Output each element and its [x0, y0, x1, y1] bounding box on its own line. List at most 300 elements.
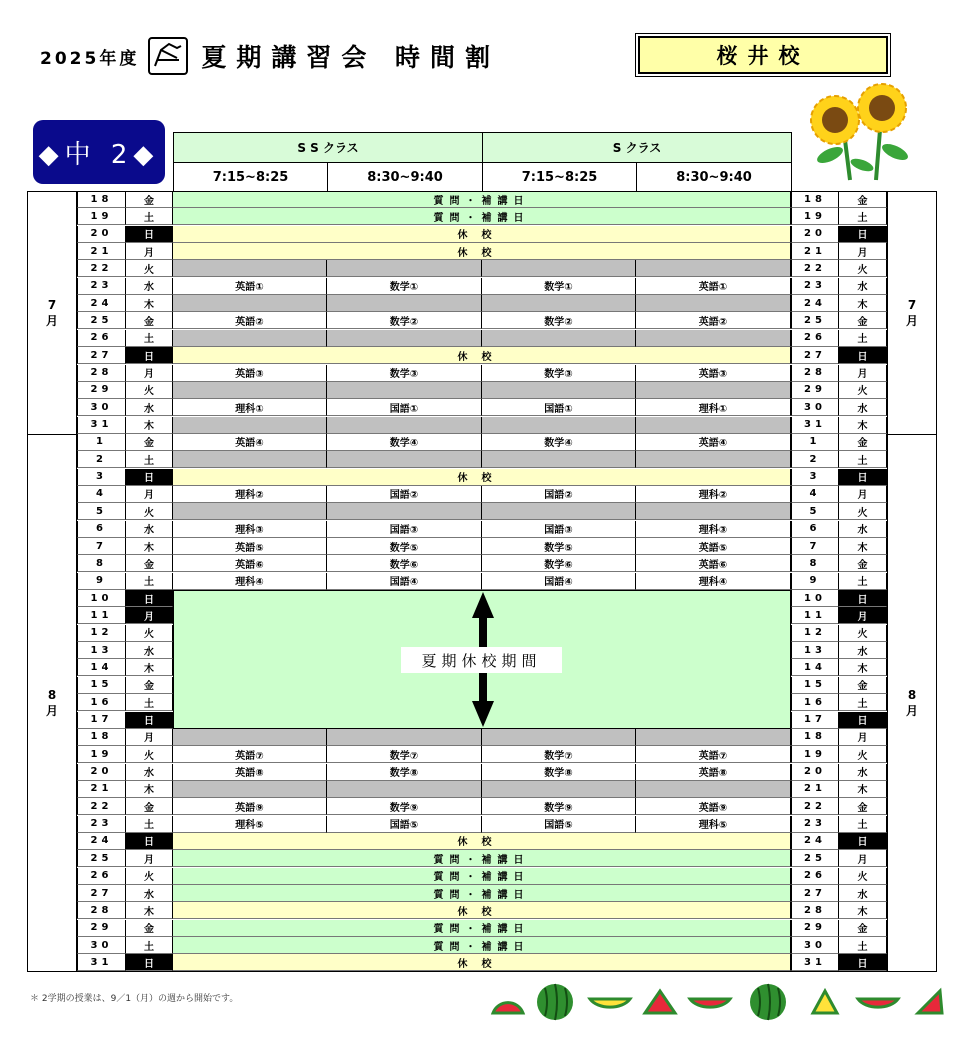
lesson-cell: 英語③: [636, 365, 791, 382]
lesson-cell: 数学③: [482, 365, 636, 382]
day-number: 20: [77, 226, 126, 243]
weekday-cell: 金: [126, 434, 173, 451]
day-number: 25: [77, 312, 126, 329]
day-number: 28: [791, 365, 839, 382]
weekday-cell: 月: [126, 607, 173, 624]
day-number: 17: [791, 712, 839, 729]
schedule-row: [0, 885, 975, 902]
lesson-cell: [636, 417, 791, 434]
lesson-cell: 理科①: [636, 399, 791, 416]
day-number: 24: [791, 833, 839, 850]
day-number: 19: [77, 208, 126, 225]
day-number: 11: [791, 607, 839, 624]
lesson-cell: [173, 382, 327, 399]
weekday-cell: 木: [126, 417, 173, 434]
weekday-cell: 水: [839, 521, 887, 538]
day-number: 24: [77, 295, 126, 312]
day-number: 18: [77, 729, 126, 746]
weekday-cell: 火: [839, 382, 887, 399]
schedule-row: [0, 486, 975, 503]
weekday-cell: 火: [839, 625, 887, 642]
lesson-cell: 英語③: [173, 365, 327, 382]
day-number: 7: [77, 538, 126, 555]
day-number: 22: [77, 798, 126, 815]
day-number: 22: [77, 260, 126, 277]
lesson-cell: [636, 260, 791, 277]
month-label-july-left: 7 月: [27, 191, 77, 435]
weekday-cell: 月: [126, 243, 173, 260]
weekday-cell: 土: [126, 816, 173, 833]
day-number: 10: [77, 590, 126, 607]
day-number: 23: [77, 816, 126, 833]
weekday-cell: 火: [839, 260, 887, 277]
lesson-cell: 国語③: [327, 521, 482, 538]
schedule-row: [0, 833, 975, 850]
lesson-cell: 英語⑤: [173, 538, 327, 555]
slot-header: 8:30~9:40: [636, 162, 792, 192]
weekday-cell: 日: [839, 226, 887, 243]
schedule-row: [0, 954, 975, 971]
weekday-cell: 木: [839, 659, 887, 676]
day-number: 5: [77, 503, 126, 520]
weekday-cell: 金: [839, 920, 887, 937]
weekday-cell: 水: [839, 885, 887, 902]
weekday-cell: 火: [126, 503, 173, 520]
schedule-row: [0, 347, 975, 364]
schedule-row: [0, 868, 975, 885]
day-number: 26: [791, 868, 839, 885]
weekday-cell: 土: [839, 451, 887, 468]
lesson-cell: 理科②: [173, 486, 327, 503]
lesson-cell: 英語⑦: [636, 746, 791, 763]
class-header-ss: S S クラス: [173, 132, 483, 163]
lesson-cell: 英語⑥: [636, 555, 791, 572]
lesson-cell: 数学②: [327, 312, 482, 329]
day-number: 31: [77, 954, 126, 971]
day-number: 15: [77, 677, 126, 694]
schedule-row: [0, 573, 975, 590]
day-number: 30: [77, 399, 126, 416]
lesson-cell: [636, 330, 791, 347]
weekday-cell: 月: [839, 729, 887, 746]
weekday-cell: 金: [126, 555, 173, 572]
weekday-cell: 木: [126, 538, 173, 555]
lesson-cell: [173, 330, 327, 347]
day-number: 22: [791, 260, 839, 277]
lesson-cell: 国語⑤: [482, 816, 636, 833]
weekday-cell: 火: [839, 503, 887, 520]
lesson-cell: [173, 417, 327, 434]
lesson-cell: [327, 729, 482, 746]
slot-header: 7:15~8:25: [173, 162, 328, 192]
day-number: 21: [77, 781, 126, 798]
lesson-cell: [482, 417, 636, 434]
lesson-cell: [327, 330, 482, 347]
lesson-cell: [173, 451, 327, 468]
weekday-cell: 月: [839, 486, 887, 503]
weekday-cell: 日: [839, 954, 887, 971]
review-day-cell: 質問・補講日: [173, 191, 791, 208]
lesson-cell: 数学③: [327, 365, 482, 382]
weekday-cell: 火: [126, 625, 173, 642]
weekday-cell: 金: [126, 312, 173, 329]
schedule-row: [0, 260, 975, 277]
day-number: 23: [77, 278, 126, 295]
lesson-cell: [636, 729, 791, 746]
schedule-row: [0, 850, 975, 867]
lesson-cell: [482, 729, 636, 746]
review-day-cell: 質問・補講日: [173, 208, 791, 225]
lesson-cell: 英語⑥: [173, 555, 327, 572]
lesson-cell: [636, 295, 791, 312]
day-number: 2: [791, 451, 839, 468]
school-logo-icon: [147, 36, 189, 76]
weekday-cell: 土: [126, 208, 173, 225]
schedule-row: [0, 434, 975, 451]
weekday-cell: 月: [839, 607, 887, 624]
schedule-row: [0, 278, 975, 295]
weekday-cell: 火: [126, 868, 173, 885]
lesson-cell: 国語④: [327, 573, 482, 590]
day-number: 25: [791, 312, 839, 329]
lesson-cell: 英語①: [173, 278, 327, 295]
weekday-cell: 日: [126, 226, 173, 243]
weekday-cell: 水: [839, 278, 887, 295]
day-number: 9: [77, 573, 126, 590]
lesson-cell: 数学⑦: [327, 746, 482, 763]
lesson-cell: 英語⑧: [636, 764, 791, 781]
lesson-cell: [327, 260, 482, 277]
watermelon-illustration: [490, 980, 950, 1025]
weekday-cell: 日: [126, 833, 173, 850]
day-number: 3: [791, 469, 839, 486]
day-number: 23: [791, 278, 839, 295]
weekday-cell: 月: [839, 850, 887, 867]
year-label: 2025年度: [40, 48, 140, 69]
day-number: 27: [791, 885, 839, 902]
schedule-row: [0, 555, 975, 572]
weekday-cell: 日: [839, 469, 887, 486]
schedule-row: [0, 451, 975, 468]
lesson-cell: [173, 729, 327, 746]
day-number: 27: [791, 347, 839, 364]
school-name-box: 桜井校: [638, 36, 888, 74]
lesson-cell: 数学⑨: [327, 798, 482, 815]
day-number: 7: [791, 538, 839, 555]
schedule-row: [0, 226, 975, 243]
lesson-cell: [482, 781, 636, 798]
day-number: 25: [77, 850, 126, 867]
day-number: 4: [791, 486, 839, 503]
day-number: 20: [791, 226, 839, 243]
lesson-cell: [173, 781, 327, 798]
weekday-cell: 水: [126, 885, 173, 902]
schedule-row: [0, 902, 975, 919]
day-number: 29: [791, 382, 839, 399]
weekday-cell: 日: [839, 590, 887, 607]
lesson-cell: 理科③: [173, 521, 327, 538]
lesson-cell: 数学④: [482, 434, 636, 451]
weekday-cell: 水: [126, 521, 173, 538]
schedule-row: [0, 521, 975, 538]
day-number: 5: [791, 503, 839, 520]
day-number: 22: [791, 798, 839, 815]
day-number: 29: [77, 920, 126, 937]
closure-label: 夏期休校期間: [401, 647, 562, 673]
schedule-row: [0, 208, 975, 225]
weekday-cell: 金: [839, 434, 887, 451]
lesson-cell: 国語②: [327, 486, 482, 503]
day-number: 29: [791, 920, 839, 937]
lesson-cell: 数学⑧: [482, 764, 636, 781]
schedule-row: [0, 191, 975, 208]
lesson-cell: [327, 451, 482, 468]
weekday-cell: 月: [126, 729, 173, 746]
month-label-august-right: 8 月: [887, 434, 937, 972]
day-number: 13: [77, 642, 126, 659]
weekday-cell: 木: [839, 902, 887, 919]
day-number: 6: [77, 521, 126, 538]
lesson-cell: [482, 382, 636, 399]
day-number: 12: [791, 625, 839, 642]
school-closed-cell: 休校: [173, 469, 791, 486]
day-number: 12: [77, 625, 126, 642]
day-number: 6: [791, 521, 839, 538]
day-number: 11: [77, 607, 126, 624]
weekday-cell: 木: [126, 295, 173, 312]
weekday-cell: 木: [839, 538, 887, 555]
lesson-cell: [327, 503, 482, 520]
weekday-cell: 金: [126, 191, 173, 208]
weekday-cell: 水: [126, 642, 173, 659]
lesson-cell: 数学②: [482, 312, 636, 329]
day-number: 26: [77, 330, 126, 347]
day-number: 28: [791, 902, 839, 919]
weekday-cell: 日: [839, 347, 887, 364]
schedule-row: [0, 417, 975, 434]
schedule-row: [0, 937, 975, 954]
weekday-cell: 月: [126, 850, 173, 867]
day-number: 18: [77, 191, 126, 208]
month-label-august-left: 8 月: [27, 434, 77, 972]
weekday-cell: 土: [126, 451, 173, 468]
weekday-cell: 月: [839, 243, 887, 260]
schedule-row: [0, 764, 975, 781]
lesson-cell: 理科③: [636, 521, 791, 538]
weekday-cell: 水: [126, 278, 173, 295]
lesson-cell: 英語⑨: [636, 798, 791, 815]
lesson-cell: 英語②: [636, 312, 791, 329]
weekday-cell: 日: [126, 712, 173, 729]
lesson-cell: 国語④: [482, 573, 636, 590]
sunflower-illustration: [800, 80, 915, 185]
page-header: [40, 36, 500, 76]
lesson-cell: [482, 503, 636, 520]
day-number: 30: [77, 937, 126, 954]
lesson-cell: 理科②: [636, 486, 791, 503]
weekday-cell: 土: [839, 330, 887, 347]
weekday-cell: 金: [126, 920, 173, 937]
lesson-cell: [327, 417, 482, 434]
lesson-cell: 理科④: [636, 573, 791, 590]
footnote: ＊ 2学期の授業は、9／1（月）の週から開始です。: [30, 994, 239, 1004]
schedule-row: [0, 798, 975, 815]
weekday-cell: 土: [126, 694, 173, 711]
class-header-s: S クラス: [482, 132, 792, 163]
lesson-cell: 国語③: [482, 521, 636, 538]
weekday-cell: 土: [839, 937, 887, 954]
review-day-cell: 質問・補講日: [173, 937, 791, 954]
day-number: 15: [791, 677, 839, 694]
lesson-cell: 理科④: [173, 573, 327, 590]
day-number: 25: [791, 850, 839, 867]
weekday-cell: 日: [126, 954, 173, 971]
review-day-cell: 質問・補講日: [173, 868, 791, 885]
weekday-cell: 木: [126, 781, 173, 798]
schedule-row: [0, 538, 975, 555]
school-closed-cell: 休校: [173, 954, 791, 971]
day-number: 28: [77, 365, 126, 382]
day-number: 16: [791, 694, 839, 711]
day-number: 21: [77, 243, 126, 260]
lesson-cell: 国語⑤: [327, 816, 482, 833]
lesson-cell: 理科⑤: [173, 816, 327, 833]
schedule-row: [0, 746, 975, 763]
day-number: 24: [77, 833, 126, 850]
weekday-cell: 日: [839, 833, 887, 850]
review-day-cell: 質問・補講日: [173, 885, 791, 902]
lesson-cell: [173, 295, 327, 312]
day-number: 2: [77, 451, 126, 468]
weekday-cell: 月: [126, 486, 173, 503]
lesson-cell: 英語⑤: [636, 538, 791, 555]
weekday-cell: 金: [126, 798, 173, 815]
grade-badge: ◆中 2◆: [33, 120, 165, 184]
day-number: 27: [77, 347, 126, 364]
weekday-cell: 火: [126, 382, 173, 399]
day-number: 8: [77, 555, 126, 572]
schedule-row: [0, 816, 975, 833]
lesson-cell: 英語⑧: [173, 764, 327, 781]
lesson-cell: [482, 330, 636, 347]
weekday-cell: 木: [126, 659, 173, 676]
lesson-cell: [327, 382, 482, 399]
lesson-cell: 数学⑦: [482, 746, 636, 763]
weekday-cell: 水: [126, 399, 173, 416]
lesson-cell: [173, 503, 327, 520]
lesson-cell: 数学⑨: [482, 798, 636, 815]
day-number: 19: [791, 208, 839, 225]
day-number: 31: [77, 417, 126, 434]
weekday-cell: 木: [126, 902, 173, 919]
day-number: 31: [791, 417, 839, 434]
schedule-row: [0, 330, 975, 347]
weekday-cell: 水: [839, 642, 887, 659]
weekday-cell: 日: [126, 590, 173, 607]
lesson-cell: 数学⑥: [482, 555, 636, 572]
lesson-cell: 英語④: [636, 434, 791, 451]
weekday-cell: 土: [839, 816, 887, 833]
weekday-cell: 土: [839, 694, 887, 711]
day-number: 1: [77, 434, 126, 451]
lesson-cell: 数学⑥: [327, 555, 482, 572]
lesson-cell: 国語①: [482, 399, 636, 416]
weekday-cell: 金: [839, 312, 887, 329]
weekday-cell: 金: [839, 555, 887, 572]
weekday-cell: 火: [839, 746, 887, 763]
lesson-cell: 数学⑧: [327, 764, 482, 781]
day-number: 30: [791, 399, 839, 416]
day-number: 29: [77, 382, 126, 399]
lesson-cell: 国語①: [327, 399, 482, 416]
day-number: 18: [791, 729, 839, 746]
day-number: 20: [77, 764, 126, 781]
day-number: 17: [77, 712, 126, 729]
weekday-cell: 月: [126, 365, 173, 382]
school-closed-cell: 休校: [173, 226, 791, 243]
review-day-cell: 質問・補講日: [173, 850, 791, 867]
page-title: 夏期講習会 時間割: [201, 43, 501, 72]
schedule-row: [0, 295, 975, 312]
weekday-cell: 日: [126, 347, 173, 364]
day-number: 19: [791, 746, 839, 763]
lesson-cell: 英語①: [636, 278, 791, 295]
day-number: 28: [77, 902, 126, 919]
schedule-row: [0, 920, 975, 937]
lesson-cell: [636, 451, 791, 468]
slot-header: 8:30~9:40: [327, 162, 483, 192]
weekday-cell: 金: [839, 677, 887, 694]
weekday-cell: 木: [839, 417, 887, 434]
lesson-cell: [327, 781, 482, 798]
lesson-cell: 英語⑨: [173, 798, 327, 815]
lesson-cell: [636, 781, 791, 798]
schedule-row: [0, 312, 975, 329]
weekday-cell: 金: [126, 677, 173, 694]
lesson-cell: [482, 295, 636, 312]
schedule-row: [0, 469, 975, 486]
day-number: 4: [77, 486, 126, 503]
schedule-row: [0, 781, 975, 798]
day-number: 30: [791, 937, 839, 954]
schedule-row: [0, 729, 975, 746]
day-number: 16: [77, 694, 126, 711]
weekday-cell: 土: [839, 573, 887, 590]
day-number: 14: [791, 659, 839, 676]
weekday-cell: 水: [839, 764, 887, 781]
school-closed-cell: 休校: [173, 347, 791, 364]
weekday-cell: 土: [126, 330, 173, 347]
lesson-cell: 英語④: [173, 434, 327, 451]
weekday-cell: 木: [839, 295, 887, 312]
lesson-cell: 数学⑤: [482, 538, 636, 555]
lesson-cell: 英語⑦: [173, 746, 327, 763]
lesson-cell: 数学⑤: [327, 538, 482, 555]
weekday-cell: 月: [839, 365, 887, 382]
lesson-cell: 理科①: [173, 399, 327, 416]
lesson-cell: 数学①: [327, 278, 482, 295]
day-number: 14: [77, 659, 126, 676]
lesson-cell: [482, 451, 636, 468]
review-day-cell: 質問・補講日: [173, 920, 791, 937]
weekday-cell: 水: [839, 399, 887, 416]
weekday-cell: 木: [839, 781, 887, 798]
day-number: 31: [791, 954, 839, 971]
day-number: 20: [791, 764, 839, 781]
day-number: 18: [791, 191, 839, 208]
weekday-cell: 火: [126, 260, 173, 277]
weekday-cell: 土: [126, 937, 173, 954]
